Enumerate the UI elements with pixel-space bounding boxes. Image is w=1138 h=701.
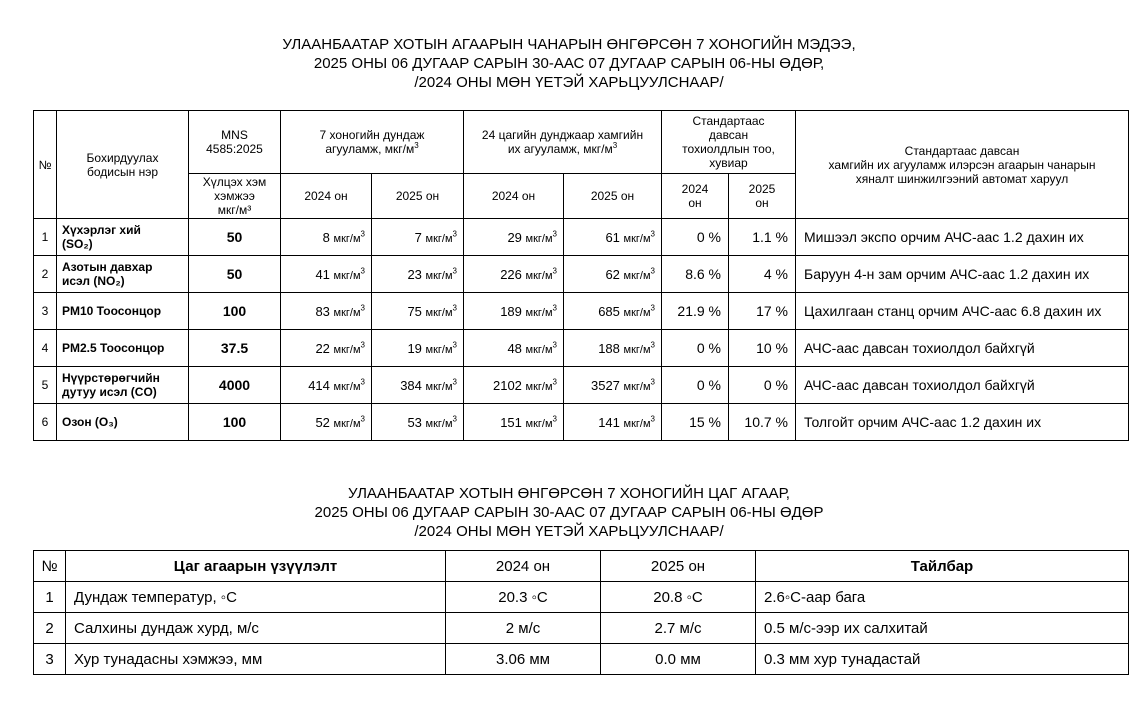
header-station-note: Стандартаас давсан хамгийн их агууламж илэрсэн агаарын чанарын хяналт шинжилгээний автомат харуул: [796, 111, 1129, 219]
header-pollutant: Бохирдуулах бодисын нэр: [57, 111, 189, 219]
pollutant-name: [57, 367, 189, 404]
value-unit-exp: 3: [650, 377, 655, 387]
value-unit: мкг/м: [425, 232, 453, 245]
standard-limit: 100: [189, 404, 281, 441]
value-unit-exp: 3: [650, 340, 655, 350]
value-unit: мкг/м: [525, 417, 553, 430]
value-unit-exp: 3: [360, 229, 365, 239]
value-max2024: [464, 404, 564, 441]
weather-note: 0.5 м/с-ээр их салхитай: [756, 613, 1129, 644]
exceedance-2024: 0 %: [662, 367, 729, 404]
value-avg2025: [372, 330, 464, 367]
exceedance-2024: 0 %: [662, 330, 729, 367]
header-avg-2025: 2025 он: [372, 174, 464, 219]
row-number: 1: [34, 582, 66, 613]
value-2024: 2 м/с: [446, 613, 601, 644]
value-number: 414: [308, 377, 330, 393]
header-exceedance: Стандартаас давсан тохиолдлын тоо, хувиар: [662, 111, 796, 174]
value-unit-exp: 3: [452, 303, 457, 313]
value-avg2024: [281, 256, 372, 293]
weather-parameter: Дундаж температур, ◦С: [66, 582, 446, 613]
value-unit: мкг/м: [333, 232, 361, 245]
value-unit: мкг/м: [425, 380, 453, 393]
value-unit-exp: 3: [452, 340, 457, 350]
weather-note: 0.3 мм хур тунадастай: [756, 644, 1129, 675]
row-number: 1: [34, 219, 57, 256]
value-max2025: [564, 330, 662, 367]
exceedance-2024: 21.9 %: [662, 293, 729, 330]
value-2025: 0.0 мм: [601, 644, 756, 675]
value-unit: мкг/м: [525, 306, 553, 319]
exceedance-2025: 10 %: [729, 330, 796, 367]
value-unit-exp: 3: [360, 414, 365, 424]
row-number: 3: [34, 293, 57, 330]
station-note: Цахилгаан станц орчим АЧС-аас 6.8 дахин их: [796, 293, 1129, 330]
value-unit-exp: 3: [452, 229, 457, 239]
value-number: 53: [407, 414, 422, 430]
value-2025: 2.7 м/с: [601, 613, 756, 644]
value-number: 23: [407, 266, 422, 282]
value-unit-exp: 3: [650, 303, 655, 313]
standard-limit: 37.5: [189, 330, 281, 367]
pollutant-name-line1: Нүүрстөрөгчийн: [62, 371, 160, 385]
header-param: Цаг агаарын үзүүлэлт: [66, 551, 446, 582]
value-number: 75: [407, 303, 422, 319]
value-number: 3527: [590, 377, 620, 393]
value-number: 188: [598, 340, 620, 356]
value-unit-exp: 3: [552, 377, 557, 387]
value-max2025: [564, 293, 662, 330]
value-number: 48: [507, 340, 522, 356]
value-2024: 3.06 мм: [446, 644, 601, 675]
pollutant-name: [57, 219, 189, 256]
header-weekly-average: 7 хоногийн дундаж агууламж, мкг/$м^3$: [281, 111, 464, 174]
pollutant-name-line2: (SO₂): [62, 237, 93, 251]
value-unit-exp: 3: [360, 340, 365, 350]
value-unit-exp: 3: [552, 266, 557, 276]
value-unit: мкг/м: [333, 380, 361, 393]
air-quality-table: [33, 110, 1129, 441]
weather-parameter: Салхины дундаж хурд, м/с: [66, 613, 446, 644]
value-avg2025: [372, 367, 464, 404]
pollutant-name: [57, 293, 189, 330]
exceedance-2025: 10.7 %: [729, 404, 796, 441]
value-unit-exp: 3: [650, 414, 655, 424]
value-avg2025: [372, 219, 464, 256]
value-number: 52: [315, 414, 330, 430]
value-unit: мкг/м: [623, 306, 651, 319]
value-max2025: [564, 404, 662, 441]
value-unit: мкг/м: [333, 269, 361, 282]
value-unit: мкг/м: [623, 417, 651, 430]
value-max2024: [464, 367, 564, 404]
row-number: 4: [34, 330, 57, 367]
value-avg2024: [281, 404, 372, 441]
value-unit-exp: 3: [650, 266, 655, 276]
row-number: 5: [34, 367, 57, 404]
value-unit-exp: 3: [452, 266, 457, 276]
row-number: 2: [34, 613, 66, 644]
value-unit: мкг/м: [425, 343, 453, 356]
station-note: АЧС-аас давсан тохиолдол байхгүй: [796, 330, 1129, 367]
station-note: АЧС-аас давсан тохиолдол байхгүй: [796, 367, 1129, 404]
value-unit: мкг/м: [623, 343, 651, 356]
exceedance-2025: 17 %: [729, 293, 796, 330]
pollutant-name-line1: Азотын давхар: [62, 260, 153, 274]
value-number: 8: [322, 229, 330, 245]
value-number: 61: [605, 229, 620, 245]
value-unit: мкг/м: [425, 269, 453, 282]
table-row: [34, 330, 1129, 367]
station-note: Мишээл экспо орчим АЧС-аас 1.2 дахин их: [796, 219, 1129, 256]
title-line: /2024 ОНЫ МӨН ҮЕТЭЙ ХАРЬЦУУЛСНААР/: [414, 74, 724, 91]
table-row: [34, 582, 1129, 613]
exceedance-2024: 8.6 %: [662, 256, 729, 293]
header-exc-2025: 2025 он: [729, 174, 796, 219]
value-unit: мкг/м: [425, 417, 453, 430]
value-unit-exp: 3: [452, 377, 457, 387]
value-number: 141: [598, 414, 620, 430]
weather-note: 2.6◦С-аар бага: [756, 582, 1129, 613]
row-number: 2: [34, 256, 57, 293]
header-daily-max: 24 цагийн дунджаар хамгийн их агууламж, мкг/$м^3$: [464, 111, 662, 174]
value-max2025: [564, 256, 662, 293]
pollutant-name-line2: дутуу исэл (CO): [62, 385, 157, 399]
exceedance-2025: 4 %: [729, 256, 796, 293]
table-row: [34, 613, 1129, 644]
pollutant-name-line1: PM10 Тоосонцор: [62, 304, 162, 318]
value-number: 226: [500, 266, 522, 282]
value-avg2025: [372, 293, 464, 330]
value-unit: мкг/м: [623, 269, 651, 282]
value-number: 83: [315, 303, 330, 319]
pollutant-name-line2: исэл (NO₂): [62, 274, 125, 288]
value-unit-exp: 3: [552, 303, 557, 313]
header-exc-2024: 2024 он: [662, 174, 729, 219]
header-num: №: [34, 111, 57, 219]
weather-table: [33, 550, 1129, 675]
header-mns: MNS 4585:2025: [189, 111, 281, 174]
value-unit: мкг/м: [623, 232, 651, 245]
header-avg-2024: 2024 он: [281, 174, 372, 219]
header-max-2024: 2024 он: [464, 174, 564, 219]
value-avg2024: [281, 367, 372, 404]
value-max2024: [464, 330, 564, 367]
title-line: 2025 ОНЫ 06 ДУГААР САРЫН 30-ААС 07 ДУГААР САРЫН 06-НЫ ӨДӨР,: [313, 55, 825, 72]
station-note: Баруун 4-н зам орчим АЧС-аас 1.2 дахин их: [796, 256, 1129, 293]
weather-title: [0, 484, 1138, 541]
title-line: УЛААНБААТАР ХОТЫН АГААРЫН ЧАНАРЫН ӨНГӨРСӨН 7 ХОНОГИЙН МЭДЭЭ,: [282, 36, 856, 53]
value-max2025: [564, 367, 662, 404]
value-avg2024: [281, 219, 372, 256]
row-number: 6: [34, 404, 57, 441]
value-max2024: [464, 256, 564, 293]
value-unit: мкг/м: [623, 380, 651, 393]
value-max2024: [464, 293, 564, 330]
value-unit-exp: 3: [650, 229, 655, 239]
value-number: 62: [605, 266, 620, 282]
value-number: 151: [500, 414, 522, 430]
value-unit-exp: 3: [360, 266, 365, 276]
value-avg2025: [372, 256, 464, 293]
header-num: №: [34, 551, 66, 582]
value-max2024: [464, 219, 564, 256]
pollutant-name-line1: Озон (O₃): [62, 415, 118, 429]
value-unit-exp: 3: [360, 377, 365, 387]
table-row: [34, 367, 1129, 404]
value-number: 41: [315, 266, 330, 282]
header-limit: Хүлцэх хэм хэмжээ мкг/м³: [189, 174, 281, 219]
value-unit: мкг/м: [333, 417, 361, 430]
pollutant-name-line1: PM2.5 Тоосонцор: [62, 341, 165, 355]
exceedance-2024: 15 %: [662, 404, 729, 441]
value-unit: мкг/м: [525, 269, 553, 282]
exceedance-2025: 1.1 %: [729, 219, 796, 256]
value-unit-exp: 3: [552, 229, 557, 239]
value-number: 384: [400, 377, 422, 393]
title-line: 2025 ОНЫ 06 ДУГААР САРЫН 30-ААС 07 ДУГААР САРЫН 06-НЫ ӨДӨР: [314, 504, 824, 521]
header-max-2025: 2025 он: [564, 174, 662, 219]
value-unit: мкг/м: [333, 343, 361, 356]
header-2024: 2024 он: [446, 551, 601, 582]
value-number: 189: [500, 303, 522, 319]
table-row: [34, 644, 1129, 675]
value-number: 29: [507, 229, 522, 245]
table-row: [34, 219, 1129, 256]
row-number: 3: [34, 644, 66, 675]
value-unit-exp: 3: [452, 414, 457, 424]
value-unit-exp: 3: [360, 303, 365, 313]
value-avg2024: [281, 293, 372, 330]
value-unit: мкг/м: [425, 306, 453, 319]
pollutant-name: [57, 404, 189, 441]
pollutant-name: [57, 330, 189, 367]
title-line: /2024 ОНЫ МӨН ҮЕТЭЙ ХАРЬЦУУЛСНААР/: [414, 523, 724, 540]
header-note: Тайлбар: [756, 551, 1129, 582]
standard-limit: 50: [189, 256, 281, 293]
value-unit-exp: 3: [552, 340, 557, 350]
header-2025: 2025 он: [601, 551, 756, 582]
value-unit: мкг/м: [525, 232, 553, 245]
title-line: УЛААНБААТАР ХОТЫН ӨНГӨРСӨН 7 ХОНОГИЙН ЦАГ АГААР,: [348, 485, 790, 502]
pollutant-name: [57, 256, 189, 293]
value-number: 2102: [492, 377, 522, 393]
weather-parameter: Хур тунадасны хэмжээ, мм: [66, 644, 446, 675]
value-2025: 20.8 ◦С: [601, 582, 756, 613]
table-row: [34, 293, 1129, 330]
value-avg2024: [281, 330, 372, 367]
value-unit: мкг/м: [333, 306, 361, 319]
exceedance-2025: 0 %: [729, 367, 796, 404]
air-quality-title: [0, 35, 1138, 92]
value-number: 7: [414, 229, 422, 245]
value-2024: 20.3 ◦С: [446, 582, 601, 613]
standard-limit: 4000: [189, 367, 281, 404]
value-number: 685: [598, 303, 620, 319]
table-row: [34, 256, 1129, 293]
standard-limit: 50: [189, 219, 281, 256]
value-unit: мкг/м: [525, 343, 553, 356]
value-max2025: [564, 219, 662, 256]
table-row: [34, 404, 1129, 441]
value-number: 19: [407, 340, 422, 356]
pollutant-name-line1: Хүхэрлэг хий: [62, 223, 141, 237]
standard-limit: 100: [189, 293, 281, 330]
station-note: Толгойт орчим АЧС-аас 1.2 дахин их: [796, 404, 1129, 441]
value-avg2025: [372, 404, 464, 441]
value-number: 22: [315, 340, 330, 356]
value-unit-exp: 3: [552, 414, 557, 424]
exceedance-2024: 0 %: [662, 219, 729, 256]
value-unit: мкг/м: [525, 380, 553, 393]
